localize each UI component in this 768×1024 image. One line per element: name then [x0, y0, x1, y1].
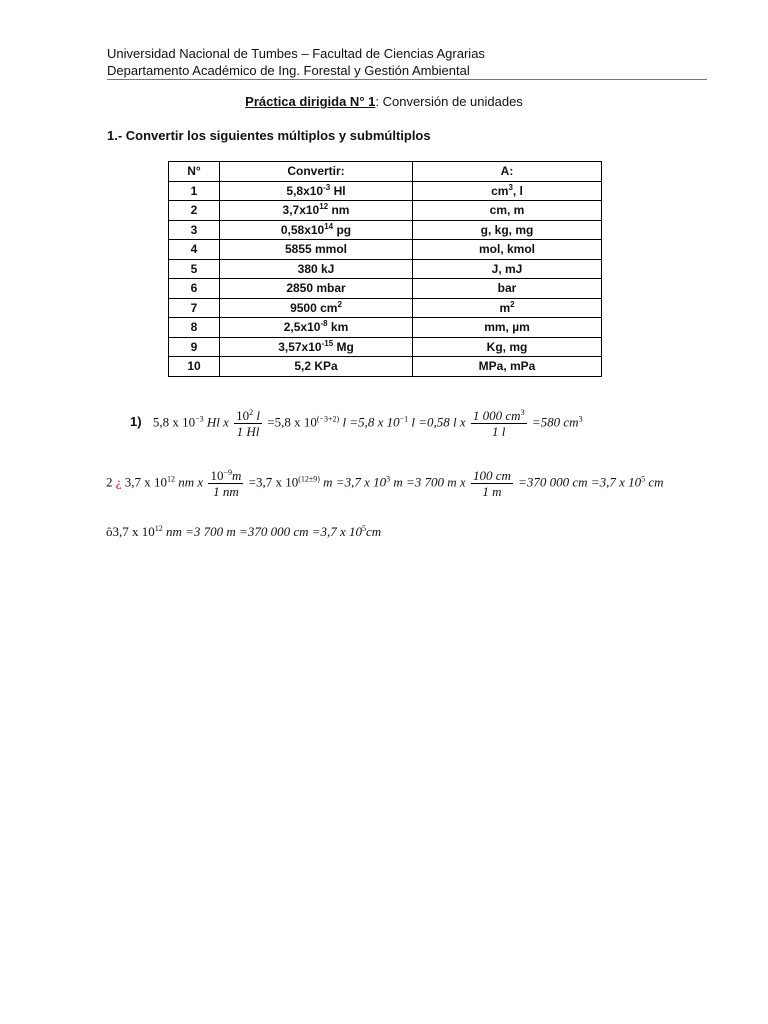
eq1-unit-a: Hl x	[206, 414, 229, 430]
convert-base: 5,8x10	[286, 183, 324, 198]
eq2-result-exp: 5	[641, 474, 646, 484]
equation-1-label: 1)	[130, 414, 142, 430]
equation-3	[106, 524, 381, 540]
convert-unit: Hl	[330, 183, 346, 198]
to-units: g, kg, mg	[480, 222, 534, 237]
document-header	[107, 45, 707, 79]
eq2-term-b-rest: m =3,7 x 10	[323, 474, 387, 490]
eq1-term-b-rest: l =5,8 x 10	[342, 414, 400, 430]
eq1-term-b: =5,8 x 10	[267, 414, 317, 430]
col-header-to: A:	[413, 162, 602, 182]
cell-to	[413, 357, 602, 377]
eq1-exp-a: −3	[195, 414, 204, 424]
eq2-lead: 2	[106, 474, 113, 490]
to-units: J, mJ	[491, 261, 523, 276]
cell-number: 9	[169, 337, 220, 357]
table-header-row	[169, 162, 602, 182]
cell-convert	[220, 279, 413, 299]
to-units: MPa, mPa	[478, 359, 536, 374]
conversion-table	[168, 161, 602, 377]
convert-exp: 2	[337, 299, 342, 309]
table-row	[169, 298, 602, 318]
table-row	[169, 337, 602, 357]
eq2-mark: ¿	[115, 474, 122, 490]
convert-exp: 14	[324, 221, 334, 231]
eq1-frac1-num-unit: l	[253, 408, 260, 423]
cell-number: 10	[169, 357, 220, 377]
to-units: bar	[497, 281, 517, 296]
to-units: Kg, mg	[486, 339, 528, 354]
eq1-frac2-num-exp: 3	[520, 408, 525, 417]
eq1-frac2-den: 1 l	[492, 424, 506, 439]
cell-number: 1	[169, 181, 220, 201]
col-header-number: N°	[169, 162, 220, 182]
eq1-exp-b2: −1	[399, 414, 409, 424]
convert-base: 3,57x10	[278, 339, 322, 354]
cell-to	[413, 259, 602, 279]
eq1-frac1-num: 10	[236, 408, 250, 423]
cell-to	[413, 279, 602, 299]
table-row	[169, 240, 602, 260]
eq1-frac1-num-exp: 2	[249, 408, 254, 417]
cell-to	[413, 337, 602, 357]
eq3-exp-a: 12	[154, 524, 163, 533]
title-bold: Práctica dirigida N° 1	[245, 94, 376, 109]
eq2-term-b-rest2: m =3 700 m x	[393, 474, 466, 490]
cell-to	[413, 298, 602, 318]
convert-unit: km	[327, 320, 349, 335]
eq2-exp-b: (12±9)	[298, 474, 320, 484]
eq2-fraction-2	[471, 468, 513, 499]
cell-number: 7	[169, 298, 220, 318]
cell-convert	[220, 357, 413, 377]
eq2-term-b: =3,7 x 10	[248, 474, 299, 490]
cell-to	[413, 201, 602, 221]
cell-number: 8	[169, 318, 220, 338]
convert-unit: pg	[333, 222, 352, 237]
convert-base: 9500 cm	[290, 300, 338, 315]
eq1-fraction-2	[471, 408, 527, 439]
convert-base: 5855 mmol	[284, 242, 348, 257]
eq2-result-unit: cm	[648, 474, 664, 490]
page-title	[0, 94, 768, 109]
eq2-result: =370 000 cm =3,7 x 10	[518, 474, 642, 490]
eq2-frac2-num: 100 cm	[472, 468, 511, 483]
title-rest: : Conversión de unidades	[375, 94, 523, 109]
to-units: cm	[491, 183, 509, 198]
cell-convert	[220, 337, 413, 357]
cell-convert	[220, 318, 413, 338]
eq3-mark: ô	[106, 524, 113, 539]
table-row	[169, 201, 602, 221]
equation-1	[130, 408, 583, 439]
eq3-exp-2: 5	[362, 524, 367, 533]
eq2-exp-b2: 3	[386, 474, 391, 484]
convert-exp: 12	[319, 202, 329, 212]
to-exp: 2	[510, 299, 515, 309]
to-units: m	[499, 300, 511, 315]
convert-exp: -3	[323, 182, 331, 192]
eq2-fraction-1	[208, 468, 243, 499]
cell-convert	[220, 201, 413, 221]
table-row	[169, 279, 602, 299]
eq1-result-exp: 3	[578, 414, 583, 424]
cell-to	[413, 181, 602, 201]
eq2-term-a: 3,7 x 10	[124, 474, 168, 490]
table-row	[169, 318, 602, 338]
eq1-frac2-num: 1 000 cm	[472, 408, 521, 423]
cell-number: 6	[169, 279, 220, 299]
to-units: mol, kmol	[478, 242, 535, 257]
eq2-frac1-den: 1 nm	[213, 484, 239, 499]
eq3-term-rest: nm =3 700 m =370 000 cm =3,7 x 10	[166, 524, 363, 539]
cell-number: 2	[169, 201, 220, 221]
convert-base: 5,2 KPa	[294, 359, 338, 374]
table-row	[169, 220, 602, 240]
to-exp: 3	[508, 182, 513, 192]
convert-unit: nm	[328, 203, 350, 218]
eq1-fraction-1	[234, 408, 262, 439]
eq3-unit: cm	[366, 524, 382, 539]
equation-2	[106, 468, 664, 499]
convert-exp: -8	[320, 319, 328, 329]
convert-exp: -15	[321, 338, 334, 348]
cell-convert	[220, 240, 413, 260]
convert-base: 3,7x10	[282, 203, 320, 218]
eq2-exp-a: 12	[167, 474, 176, 484]
eq2-frac1-num-exp: −9	[223, 468, 232, 477]
convert-base: 2850 mbar	[286, 281, 346, 296]
to-units: cm, m	[489, 203, 525, 218]
convert-base: 0,58x10	[280, 222, 325, 237]
header-university: Universidad Nacional de Tumbes – Facultad de Ciencias Agrarias	[107, 46, 485, 61]
eq1-exp-b: (−3+2)	[316, 414, 340, 424]
eq3-term-a: 3,7 x 10	[112, 524, 155, 539]
table-row	[169, 181, 602, 201]
cell-convert	[220, 220, 413, 240]
cell-number: 3	[169, 220, 220, 240]
cell-to	[413, 240, 602, 260]
table-row	[169, 357, 602, 377]
eq2-unit-a: nm x	[178, 474, 204, 490]
to-units: mm, µm	[484, 320, 530, 335]
convert-base: 2,5x10	[283, 320, 321, 335]
header-rule	[107, 79, 707, 80]
col-header-convert: Convertir:	[220, 162, 413, 182]
eq2-frac1-num-unit: m	[231, 468, 242, 483]
cell-convert	[220, 181, 413, 201]
convert-base: 380 kJ	[297, 261, 335, 276]
section-heading: 1.- Convertir los siguientes múltiplos y submúltiplos	[107, 128, 431, 143]
eq1-frac1-den: 1 Hl	[236, 424, 260, 439]
cell-convert	[220, 259, 413, 279]
eq2-frac2-den: 1 m	[482, 484, 502, 499]
cell-number: 5	[169, 259, 220, 279]
eq2-frac1-num: 10	[210, 468, 224, 483]
convert-unit: Mg	[333, 339, 354, 354]
header-department: Departamento Académico de Ing. Forestal y Gestión Ambiental	[107, 63, 470, 78]
table-row	[169, 259, 602, 279]
eq1-result: =580 cm	[531, 414, 579, 430]
cell-to	[413, 220, 602, 240]
eq1-term-b-rest2: l =0,58 l x	[411, 414, 466, 430]
cell-to	[413, 318, 602, 338]
cell-convert	[220, 298, 413, 318]
cell-number: 4	[169, 240, 220, 260]
to-units-rest: , l	[512, 183, 523, 198]
eq1-term-a: 5,8 x 10	[152, 414, 196, 430]
